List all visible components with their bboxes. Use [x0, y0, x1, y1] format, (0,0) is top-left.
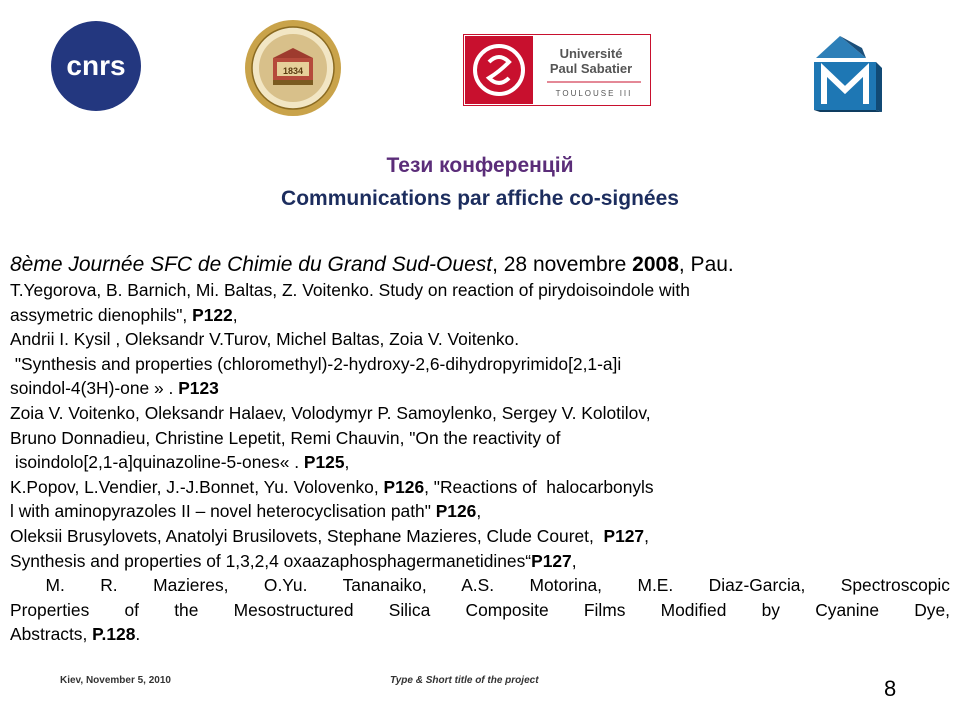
conference-date: , 28 novembre — [492, 253, 633, 276]
entry-text: assymetric dienophils", — [10, 304, 193, 325]
ups-line2: Paul Sabatier — [549, 61, 633, 76]
entry-text: l with aminopyrazoles II – novel heterocyclisation path" — [10, 501, 436, 522]
entry-line — [10, 475, 950, 500]
entry-text: Oleksii Brusylovets, Anatolyi Brusilovets, Stephane Mazieres, Clude Couret, — [10, 525, 604, 546]
title-french: Communications par affiche co-signées — [281, 187, 679, 210]
entry-line: Andrii I. Kysil , Oleksandr V.Turov, Michel Baltas, Zoia V. Voitenko. — [10, 329, 520, 350]
entry-line — [10, 450, 950, 475]
title-ukrainian: Тези конференцій — [386, 154, 574, 177]
entry-text: . — [135, 624, 141, 645]
seal-year: 1834 — [282, 66, 304, 76]
poster-code: P127 — [603, 525, 645, 546]
poster-code: P127 — [531, 550, 572, 571]
entry-line: M. R. Mazieres, O.Yu. Tananaiko, A.S. Motorina, M.E. Diaz-Garcia, Spectroscopic — [10, 575, 950, 596]
entry-text: Abstracts, — [10, 624, 93, 645]
poster-code: P122 — [192, 304, 233, 325]
entry-text: , — [344, 452, 350, 473]
conference-name: 8ème Journée SFC de Chimie du Grand Sud-Ouest — [10, 253, 493, 276]
entry-text: Synthesis and properties of 1,3,2,4 oxaazaphosphagermanetidines“ — [10, 550, 532, 571]
entry-text: K.Popov, L.Vendier, J.-J.Bonnet, Yu. Volovenko, — [10, 476, 384, 497]
cnrs-logo-text: cnrs — [66, 50, 126, 81]
entry-line — [10, 622, 950, 647]
entry-line: Zoia V. Voitenko, Oleksandr Halaev, Volodymyr P. Samoylenko, Sergey V. Kolotilov, — [10, 402, 651, 423]
entry-line: T.Yegorova, B. Barnich, Mi. Baltas, Z. Voitenko. Study on reaction of pirydoisoindole with — [10, 280, 690, 300]
poster-code: P126 — [435, 501, 477, 522]
entry-text: , — [571, 550, 577, 571]
entry-text: soindol-4(3H)-one » . — [10, 378, 179, 399]
conference-line — [10, 252, 950, 278]
entry-line: Properties of the Mesostructured Silica Composite Films Modified by Cyanine Dye, — [10, 599, 950, 620]
page-number: 8 — [884, 676, 897, 701]
entry-text: isoindolo[2,1-a]quinazoline-5-ones« . — [10, 452, 304, 473]
poster-code: P123 — [178, 378, 219, 399]
entry-line: "Synthesis and properties (chloromethyl)-2-hydroxy-2,6-dihydropyrimido[2,1-a]i — [10, 353, 622, 374]
entry-line: Bruno Donnadieu, Christine Lepetit, Remi Chauvin, "On the reactivity of — [10, 427, 561, 448]
universite-paul-sabatier-logo — [463, 34, 651, 106]
conference-year: 2008 — [632, 253, 679, 276]
footer-date: Kiev, November 5, 2010 — [60, 675, 171, 686]
poster-code: P126 — [383, 476, 425, 497]
poster-code: P125 — [303, 452, 345, 473]
ups-line1: Université — [559, 46, 623, 61]
cnrs-logo — [50, 20, 142, 112]
entry-line — [10, 303, 950, 328]
footer-title: Type & Short title of the project — [390, 675, 539, 686]
entry-text: , — [232, 304, 238, 325]
entry-line — [10, 499, 950, 524]
crystal-m-logo — [806, 34, 884, 114]
entry-text: , — [644, 525, 649, 546]
entry-text: , — [476, 501, 482, 522]
entry-line — [10, 376, 950, 401]
entry-line — [10, 549, 950, 574]
conference-place: , Pau. — [678, 253, 734, 276]
ups-line3: TOULOUSE III — [555, 89, 633, 98]
communications-list — [10, 252, 950, 647]
kyiv-university-seal — [243, 18, 343, 118]
entry-line — [10, 524, 950, 549]
entry-text: , "Reactions of halocarbonyls — [424, 476, 654, 497]
poster-code: P.128 — [92, 624, 136, 645]
